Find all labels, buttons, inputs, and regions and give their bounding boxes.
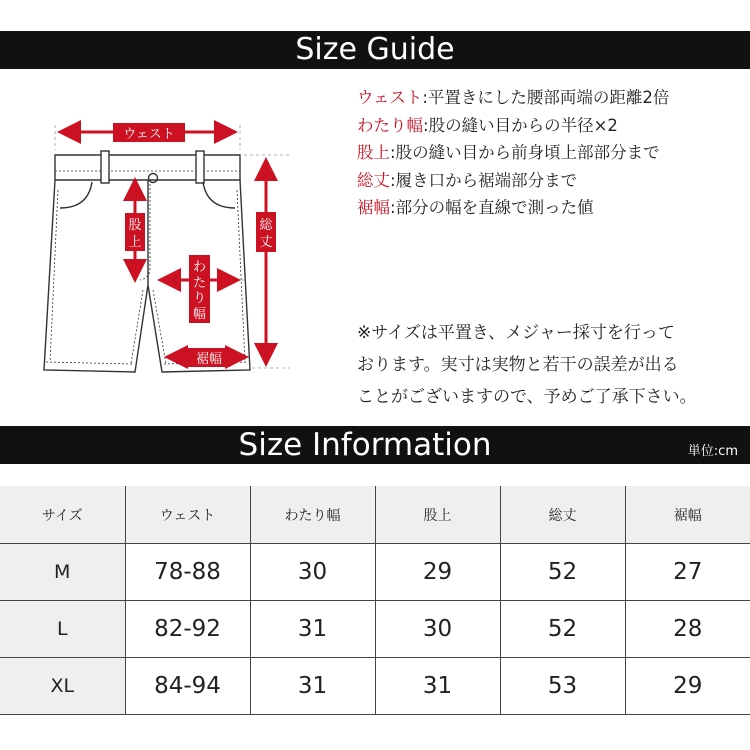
table-cell: 78-88 <box>125 544 250 601</box>
thigh-label-3: り <box>192 291 207 306</box>
table-cell: 30 <box>250 544 375 601</box>
legend-term: ウェスト <box>357 88 423 107</box>
table-cell: 52 <box>500 601 625 658</box>
thigh-label-2: た <box>192 276 207 291</box>
size-cell: L <box>0 601 125 658</box>
rise-measure <box>125 180 145 280</box>
legend-item-waist <box>357 84 747 112</box>
legend-term: わたり幅 <box>357 115 423 135</box>
legend-item-length <box>357 167 747 195</box>
column-header: 裾幅 <box>625 486 750 544</box>
size-information-header <box>0 426 750 464</box>
note-line: ※サイズは平置き、メジャー採寸を行って <box>357 323 675 343</box>
measurement-legend <box>357 84 747 222</box>
rise-label-1: 股 <box>128 218 142 233</box>
size-guide-title: Size Guide <box>295 32 455 67</box>
table-cell: 31 <box>250 601 375 658</box>
waist-measure <box>60 123 235 142</box>
measurement-note <box>357 317 747 413</box>
size-table <box>0 486 750 715</box>
table-row <box>0 658 750 715</box>
size-information-title: Size Information <box>238 427 492 463</box>
legend-item-thigh <box>357 112 747 140</box>
legend-item-rise <box>357 139 747 167</box>
column-header: 総丈 <box>500 486 625 544</box>
table-cell: 30 <box>375 601 500 658</box>
hem-label: 裾幅 <box>195 352 223 367</box>
length-label-1: 総 <box>259 218 273 233</box>
column-header: わたり幅 <box>250 486 375 544</box>
table-cell: 27 <box>625 544 750 601</box>
legend-term: 股上 <box>357 143 390 162</box>
thigh-label-1: わ <box>192 260 207 275</box>
legend-sep: : <box>390 198 396 217</box>
shorts-outline-icon <box>44 151 250 372</box>
legend-sep: : <box>390 143 396 162</box>
table-cell: 84-94 <box>125 658 250 715</box>
size-cell: XL <box>0 658 125 715</box>
table-cell: 82-92 <box>125 601 250 658</box>
legend-sep: : <box>422 88 428 107</box>
legend-desc: 履き口から裾端部分まで <box>395 170 578 190</box>
table-cell: 31 <box>375 658 500 715</box>
legend-desc: 股の縫い目からの半径×2 <box>428 115 618 135</box>
length-label-2: 丈 <box>259 235 273 250</box>
table-cell: 28 <box>625 601 750 658</box>
table-cell: 53 <box>500 658 625 715</box>
legend-sep: : <box>423 115 429 135</box>
rise-label-2: 上 <box>128 235 142 250</box>
legend-sep: : <box>390 170 396 190</box>
waist-label: ウェスト <box>123 127 175 142</box>
table-cell: 52 <box>500 544 625 601</box>
table-row <box>0 601 750 658</box>
shorts-diagram <box>0 80 345 420</box>
column-header: サイズ <box>0 486 125 544</box>
legend-term: 総丈 <box>357 170 390 190</box>
column-header: 股上 <box>375 486 500 544</box>
note-line: おります。実寸は実物と若干の誤差が出る <box>357 355 679 375</box>
size-cell: M <box>0 544 125 601</box>
size-guide-header <box>0 31 750 69</box>
hem-measure <box>167 348 246 367</box>
thigh-measure <box>160 255 238 323</box>
legend-term: 裾幅 <box>357 198 390 217</box>
length-measure <box>256 160 276 364</box>
thigh-label-4: 幅 <box>192 307 207 322</box>
table-cell: 29 <box>625 658 750 715</box>
legend-desc: 股の縫い目から前身頃上部部分まで <box>395 143 660 162</box>
table-header-row <box>0 486 750 544</box>
column-header: ウェスト <box>125 486 250 544</box>
table-row <box>0 544 750 601</box>
table-cell: 31 <box>250 658 375 715</box>
unit-label: 単位:cm <box>687 444 738 459</box>
legend-item-hem <box>357 194 747 222</box>
legend-desc: 部分の幅を直線で測った値 <box>395 198 594 217</box>
legend-desc: 平置きにした腰部両端の距離2倍 <box>427 88 670 107</box>
note-line: ことがございますので、予めご了承下さい。 <box>357 387 697 407</box>
table-cell: 29 <box>375 544 500 601</box>
